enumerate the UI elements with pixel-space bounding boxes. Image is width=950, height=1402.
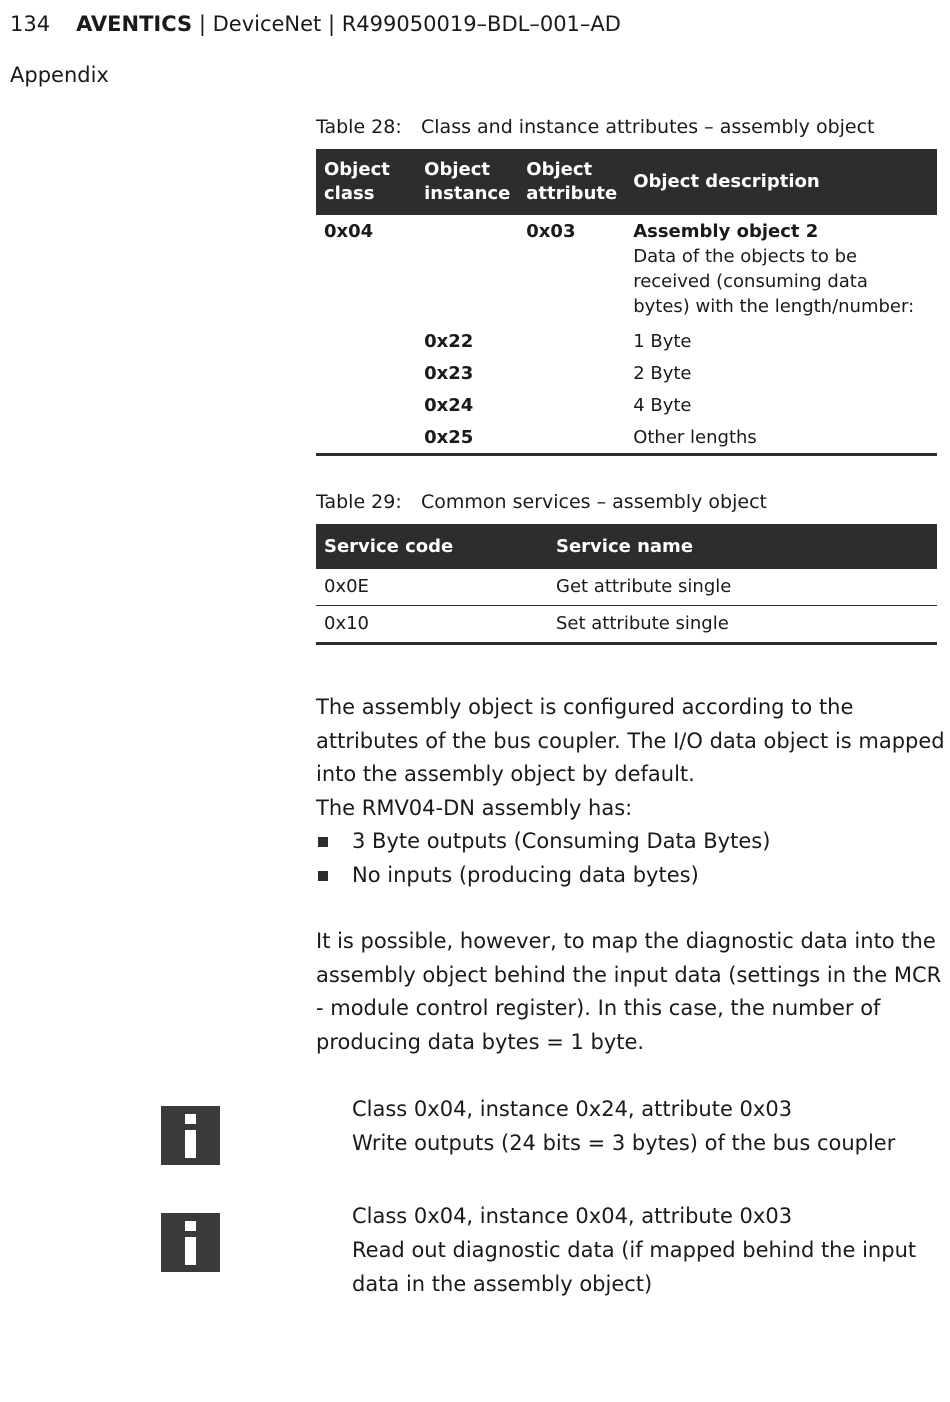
description-title: Assembly object 2: [633, 221, 819, 242]
object-description-cell: Other lengths: [633, 427, 757, 448]
table-header-row: [316, 149, 937, 215]
separator: |: [192, 12, 213, 36]
table-row: [316, 421, 937, 455]
column-header: Object attribute: [518, 149, 625, 215]
info-icon: [161, 1106, 220, 1165]
table-row: [316, 606, 937, 644]
column-header: Object description: [625, 149, 937, 215]
column-header: Object instance: [416, 149, 518, 215]
table-header-row: [316, 524, 937, 569]
note-line: Class 0x04, instance 0x24, attribute 0x03: [352, 1097, 793, 1121]
section-title: Appendix: [10, 63, 109, 87]
object-description-cell: 4 Byte: [633, 395, 692, 416]
object-attribute-cell: 0x03: [526, 221, 576, 242]
table29-title: Common services – assembly object: [421, 491, 767, 513]
paragraph: It is possible, however, to map the diagnostic data into the assembly object behind the input data (settings in the MCR - module control register). In this case, the number of producing data bytes = 1 byte.: [316, 929, 942, 1054]
table28-label: Table 28:: [316, 116, 402, 138]
service-code-cell: 0x10: [324, 613, 370, 634]
table-row: [316, 215, 937, 325]
brand-name: AVENTICS: [76, 12, 193, 36]
service-name-cell: Set attribute single: [556, 613, 729, 634]
table-row: [316, 325, 937, 357]
note-line: Write outputs (24 bits = 3 bytes) of the bus coupler: [352, 1131, 896, 1155]
table-common-services: [316, 524, 937, 645]
column-header: Object class: [316, 149, 416, 215]
table29-label: Table 29:: [316, 491, 402, 513]
column-header: Service name: [548, 524, 937, 569]
paragraph: The assembly object is configured according to the attributes of the bus coupler. The I/O data object is mapped into the assembly object by default.: [316, 695, 945, 786]
object-instance-cell: 0x25: [424, 427, 474, 448]
table-row: [316, 389, 937, 421]
description-text: Data of the objects to be received (consuming data bytes) with the length/number:: [633, 246, 915, 317]
object-description-cell: [625, 215, 937, 325]
info-note: [352, 1199, 942, 1301]
table-class-instance-attributes: [316, 149, 937, 456]
page-header: [10, 12, 621, 36]
table29-caption: [316, 491, 767, 513]
list-item: No inputs (producing data bytes): [316, 859, 946, 893]
bullet-square-icon: [318, 871, 328, 881]
object-instance-cell: [416, 215, 518, 325]
object-description-cell: 2 Byte: [633, 363, 692, 384]
service-name-cell: Get attribute single: [548, 569, 937, 606]
column-header: Service code: [316, 524, 548, 569]
bullet-list: [316, 825, 946, 892]
note-line: Read out diagnostic data (if mapped behind the input data in the assembly object): [352, 1238, 917, 1296]
note-line: Class 0x04, instance 0x04, attribute 0x03: [352, 1204, 793, 1228]
object-class-cell: 0x04: [324, 221, 374, 242]
object-description-cell: 1 Byte: [633, 331, 692, 352]
info-note: [352, 1092, 942, 1160]
object-instance-cell: 0x23: [424, 363, 474, 384]
document-title: DeviceNet | R499050019–BDL–001–AD: [212, 12, 621, 36]
body-text-block: [316, 691, 946, 892]
info-icon: [161, 1213, 220, 1272]
table-row: [316, 357, 937, 389]
page-number: 134: [10, 12, 51, 36]
table28-caption: [316, 116, 875, 138]
table28-title: Class and instance attributes – assembly object: [421, 116, 875, 138]
object-instance-cell: 0x22: [424, 331, 474, 352]
paragraph: The RMV04-DN assembly has:: [316, 795, 633, 820]
table-row: [316, 569, 937, 606]
list-item: 3 Byte outputs (Consuming Data Bytes): [316, 825, 946, 859]
object-instance-cell: 0x24: [424, 395, 474, 416]
bullet-square-icon: [318, 837, 328, 847]
service-code-cell: 0x0E: [316, 569, 548, 606]
